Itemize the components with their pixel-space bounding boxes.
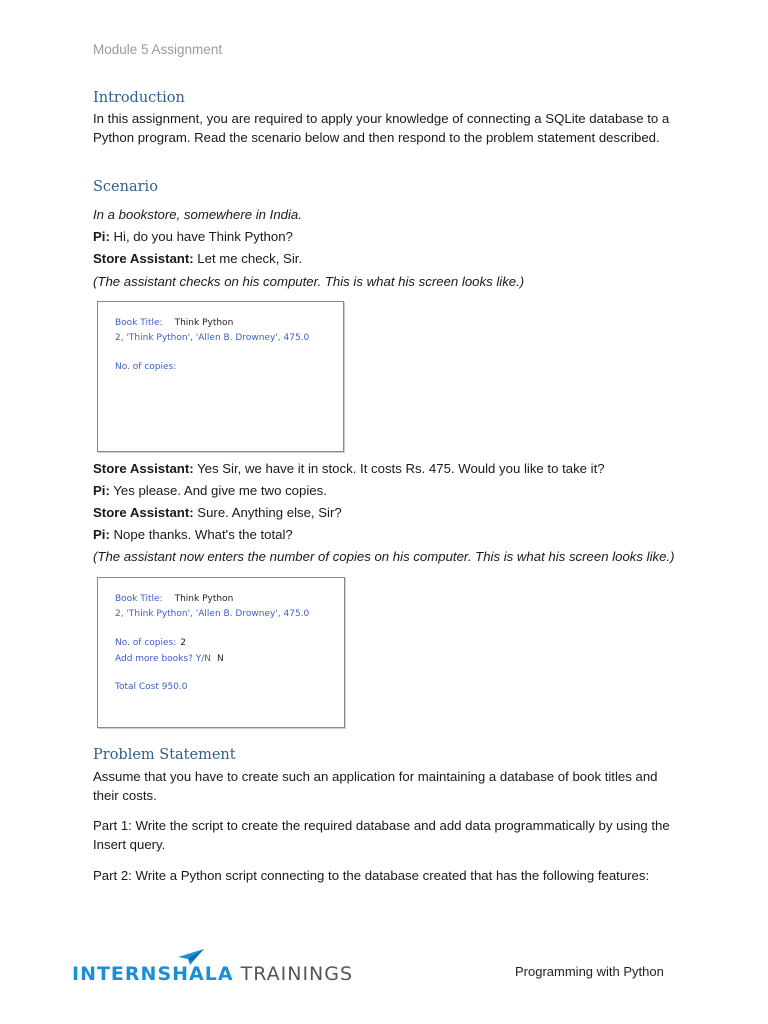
book-title-label: Book Title:	[115, 594, 163, 604]
computer-screen-illustration	[97, 577, 345, 728]
scenario-heading: Scenario	[93, 179, 158, 195]
book-title-label: Book Title:	[115, 318, 163, 328]
screen-copies-label: No. of copies:	[115, 362, 177, 372]
scenario-note: (The assistant checks on his computer. This is what his screen looks like.)	[93, 274, 525, 289]
speech: Yes please. And give me two copies.	[109, 483, 327, 498]
problem-text: Assume that you have to create such an application for maintaining a database of book titles and their costs.	[93, 769, 658, 803]
page-header: Module 5 Assignment	[93, 42, 223, 57]
speech: Hi, do you have Think Python?	[109, 229, 293, 244]
problem-part2: Part 2: Write a Python script connecting to the database created that has the following features:	[93, 868, 650, 883]
book-title-value: Think Python	[174, 594, 234, 604]
internshala-logo	[72, 945, 354, 987]
dialogue-line	[93, 481, 683, 500]
screen-record: 2, 'Think Python', 'Allen B. Drowney', 475.0	[115, 333, 310, 343]
dialogue-line	[93, 525, 683, 544]
computer-screen-illustration	[97, 301, 344, 452]
logo-suffix: TRAININGS	[233, 963, 354, 985]
speech: Sure. Anything else, Sir?	[193, 505, 342, 520]
dialogue-line	[93, 503, 683, 522]
dialogue-line	[93, 249, 683, 268]
speech: Nope thanks. What's the total?	[109, 527, 293, 542]
speaker: Store Assistant:	[93, 505, 194, 520]
screen-record: 2, 'Think Python', 'Allen B. Drowney', 475.0	[115, 609, 310, 619]
screen-total: Total Cost 950.0	[115, 682, 188, 692]
speaker: Store Assistant:	[93, 251, 194, 266]
introduction-heading: Introduction	[93, 90, 185, 106]
screen-copies	[115, 638, 186, 648]
scenario-note: (The assistant now enters the number of copies on his computer. This is what his screen looks like.)	[93, 549, 675, 564]
add-more-label: Add more books? Y/N	[115, 654, 211, 664]
speech: Yes Sir, we have it in stock. It costs Rs. 475. Would you like to take it?	[193, 461, 605, 476]
add-more-value: N	[217, 654, 224, 664]
logo-brand: INTERNSHALA	[72, 963, 234, 985]
screen-book-title	[115, 594, 233, 604]
speech: Let me check, Sir.	[193, 251, 303, 266]
speaker: Pi:	[93, 229, 110, 244]
scenario-setting: In a bookstore, somewhere in India.	[93, 207, 302, 222]
speaker: Pi:	[93, 527, 110, 542]
logo-wordmark	[72, 963, 353, 985]
speaker: Store Assistant:	[93, 461, 194, 476]
introduction-text: In this assignment, you are required to apply your knowledge of connecting a SQLite database to a Python program. Read the scenario below and then respond to the problem statement described.	[93, 111, 670, 145]
course-name: Programming with Python	[515, 964, 664, 979]
problem-heading: Problem Statement	[93, 747, 236, 763]
problem-part1: Part 1: Write the script to create the required database and add data programmatically by using the Insert query.	[93, 818, 670, 852]
copies-label: No. of copies:	[115, 638, 177, 648]
book-title-value: Think Python	[174, 318, 234, 328]
copies-value: 2	[180, 638, 186, 648]
speaker: Pi:	[93, 483, 110, 498]
dialogue-line	[93, 459, 683, 478]
screen-book-title	[115, 318, 233, 328]
dialogue-line	[93, 227, 683, 246]
screen-add-more	[115, 654, 224, 664]
